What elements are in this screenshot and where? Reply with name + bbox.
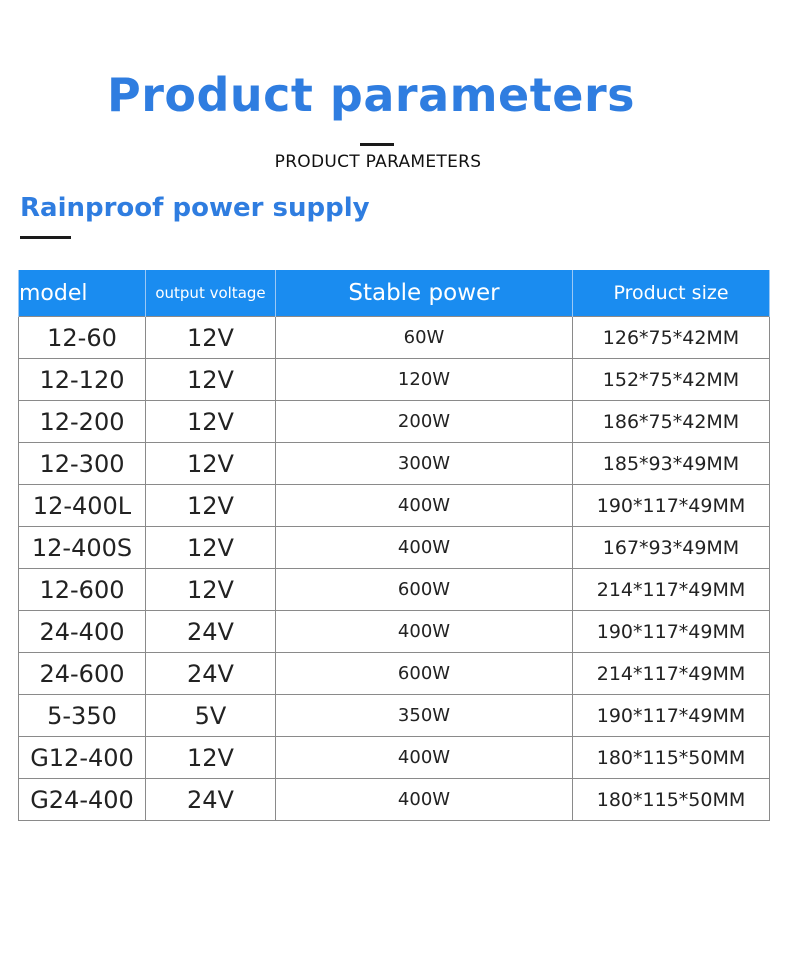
cell-model: 12-400S <box>19 527 146 569</box>
table-row <box>19 611 770 653</box>
cell-stable-power: 400W <box>276 485 573 527</box>
cell-stable-power: 120W <box>276 359 573 401</box>
cell-model: 12-300 <box>19 443 146 485</box>
table-row <box>19 443 770 485</box>
cell-output-voltage: 12V <box>146 569 276 611</box>
cell-output-voltage: 12V <box>146 737 276 779</box>
cell-stable-power: 400W <box>276 611 573 653</box>
cell-product-size: 152*75*42MM <box>573 359 770 401</box>
cell-model: G24-400 <box>19 779 146 821</box>
section-title: Rainproof power supply <box>20 193 370 223</box>
cell-output-voltage: 12V <box>146 401 276 443</box>
cell-product-size: 190*117*49MM <box>573 611 770 653</box>
table-row <box>19 527 770 569</box>
cell-product-size: 185*93*49MM <box>573 443 770 485</box>
cell-output-voltage: 12V <box>146 527 276 569</box>
table-row <box>19 401 770 443</box>
column-header-product-size: Product size <box>573 270 770 317</box>
table-row <box>19 695 770 737</box>
cell-output-voltage: 24V <box>146 653 276 695</box>
table-row <box>19 317 770 359</box>
table-body <box>19 317 770 821</box>
cell-stable-power: 400W <box>276 737 573 779</box>
column-header-output-voltage: output voltage <box>146 270 276 317</box>
table-row <box>19 569 770 611</box>
table-header-row <box>19 270 770 317</box>
cell-stable-power: 200W <box>276 401 573 443</box>
table-row <box>19 359 770 401</box>
section-divider <box>20 236 71 239</box>
cell-model: 24-600 <box>19 653 146 695</box>
cell-output-voltage: 5V <box>146 695 276 737</box>
cell-product-size: 167*93*49MM <box>573 527 770 569</box>
cell-output-voltage: 12V <box>146 359 276 401</box>
cell-stable-power: 600W <box>276 569 573 611</box>
title-divider <box>360 143 394 146</box>
table-row <box>19 653 770 695</box>
cell-stable-power: 300W <box>276 443 573 485</box>
cell-output-voltage: 24V <box>146 611 276 653</box>
page-title: Product parameters <box>106 68 636 122</box>
cell-model: 12-120 <box>19 359 146 401</box>
cell-output-voltage: 24V <box>146 779 276 821</box>
spec-table <box>18 270 770 821</box>
cell-stable-power: 400W <box>276 779 573 821</box>
cell-stable-power: 350W <box>276 695 573 737</box>
cell-product-size: 190*117*49MM <box>573 695 770 737</box>
cell-model: 5-350 <box>19 695 146 737</box>
cell-product-size: 186*75*42MM <box>573 401 770 443</box>
cell-stable-power: 600W <box>276 653 573 695</box>
cell-output-voltage: 12V <box>146 317 276 359</box>
cell-stable-power: 400W <box>276 527 573 569</box>
table-row <box>19 779 770 821</box>
cell-model: 12-600 <box>19 569 146 611</box>
cell-product-size: 180*115*50MM <box>573 737 770 779</box>
cell-model: 12-400L <box>19 485 146 527</box>
cell-product-size: 214*117*49MM <box>573 569 770 611</box>
table-row <box>19 485 770 527</box>
cell-output-voltage: 12V <box>146 443 276 485</box>
cell-model: 12-200 <box>19 401 146 443</box>
cell-product-size: 180*115*50MM <box>573 779 770 821</box>
cell-product-size: 214*117*49MM <box>573 653 770 695</box>
cell-output-voltage: 12V <box>146 485 276 527</box>
cell-model: G12-400 <box>19 737 146 779</box>
cell-stable-power: 60W <box>276 317 573 359</box>
column-header-stable-power: Stable power <box>276 270 573 317</box>
page-subtitle: PRODUCT PARAMETERS <box>274 152 482 172</box>
cell-model: 24-400 <box>19 611 146 653</box>
table-row <box>19 737 770 779</box>
cell-product-size: 126*75*42MM <box>573 317 770 359</box>
cell-product-size: 190*117*49MM <box>573 485 770 527</box>
cell-model: 12-60 <box>19 317 146 359</box>
column-header-model: model <box>19 270 146 317</box>
